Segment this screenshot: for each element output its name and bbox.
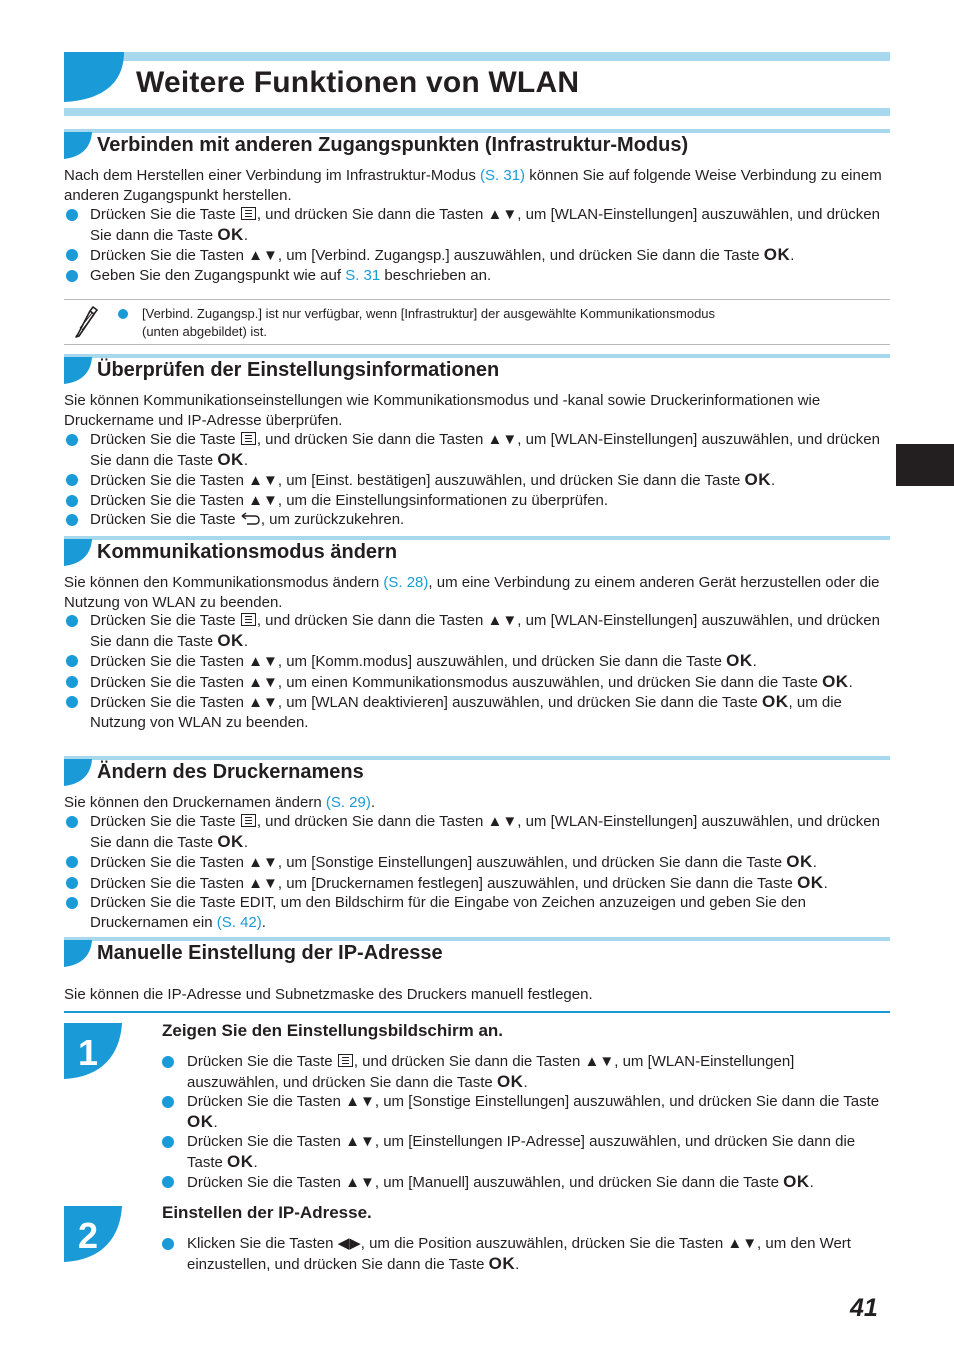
updown-arrows-icon: ▲▼ [248, 694, 278, 711]
section-marker-icon [64, 940, 92, 967]
ok-button-icon: OK [726, 651, 753, 670]
bullet-icon [66, 897, 78, 909]
section-check-intro: Sie können Kommunikationseinstellungen wie Kommunikationsmodus und -kanal sowie Druckerinformationen wie Druckername und IP-Adresse überprüfen. [64, 392, 821, 429]
updown-arrows-icon: ▲▼ [487, 206, 518, 223]
section-heading: Verbinden mit anderen Zugangspunkten (Infrastruktur-Modus) [97, 134, 689, 156]
bullet-icon [66, 676, 78, 688]
section-marker-icon [64, 132, 92, 159]
bullet-icon [162, 1056, 174, 1068]
step-number-badge [64, 1023, 122, 1079]
step-number-badge [64, 1206, 122, 1262]
bullet-icon [66, 474, 78, 486]
bullet-icon [66, 655, 78, 667]
list-item: Drücken Sie die Taste , und drücken Sie dann die Tasten ▲▼, um [WLAN-Einstellungen] auszuwählen, und drücken Sie dann die Taste OK. [64, 430, 890, 470]
list-item: Drücken Sie die Taste , und drücken Sie dann die Tasten ▲▼, um [WLAN-Einstellungen] auszuwählen, und drücken Sie dann die Taste OK. [64, 205, 890, 245]
updown-arrows-icon: ▲▼ [345, 1133, 375, 1150]
ok-button-icon: OK [488, 1253, 516, 1273]
page-title-bar [64, 52, 890, 116]
step-1-instructions [160, 1052, 890, 1193]
ok-button-icon: OK [783, 1172, 810, 1191]
section-heading: Überprüfen der Einstellungsinformationen [97, 359, 500, 381]
section-check-steps [64, 430, 890, 530]
bullet-icon [66, 615, 78, 627]
ok-button-icon: OK [797, 872, 824, 892]
page-link-s31[interactable]: S. 31 [345, 266, 381, 284]
section-marker-icon [64, 759, 92, 786]
bullet-icon [66, 877, 78, 889]
leftright-arrows-icon: ◀▶ [337, 1235, 361, 1252]
updown-arrows-icon: ▲▼ [487, 431, 518, 448]
section-mode-steps [64, 611, 890, 732]
updown-arrows-icon: ▲▼ [345, 1174, 375, 1191]
title-ornament-icon [64, 52, 124, 102]
section-mode-heading [64, 536, 890, 566]
updown-arrows-icon: ▲▼ [248, 653, 278, 670]
list-item: Drücken Sie die Tasten ▲▼, um [Druckernamen festlegen] auszuwählen, und drücken Sie dann die Taste OK. [64, 873, 890, 894]
menu-button-icon [241, 613, 256, 626]
updown-arrows-icon: ▲▼ [248, 673, 278, 691]
bullet-icon [66, 249, 78, 261]
list-item: Drücken Sie die Taste EDIT, um den Bildschirm für die Eingabe von Zeichen anzuzeigen und geben Sie den Druckernamen ein (S. 42). [64, 893, 890, 932]
note-box [64, 299, 890, 345]
section-check-heading [64, 354, 890, 384]
ok-button-icon: OK [762, 692, 789, 711]
section-rule [64, 354, 890, 358]
list-item: Klicken Sie die Tasten ◀▶, um die Position auszuwählen, drücken Sie die Tasten ▲▼, um den Wert einzustellen, und drücken Sie dann die Taste OK. [160, 1234, 890, 1274]
list-item: Drücken Sie die Tasten ▲▼, um [WLAN deaktivieren] auszuwählen, und drücken Sie dann die Taste OK, um die Nutzung von WLAN zu beenden. [64, 692, 890, 732]
step-title: Zeigen Sie den Einstellungsbildschirm an. [162, 1021, 504, 1040]
back-button-icon [241, 512, 260, 525]
section-rule [64, 536, 890, 540]
section-divider [64, 1011, 890, 1013]
ok-button-icon: OK [786, 852, 813, 871]
list-item: Drücken Sie die Taste , und drücken Sie dann die Tasten ▲▼, um [WLAN-Einstellungen] auszuwählen, und drücken Sie dann die Taste OK. [160, 1052, 890, 1092]
list-item: Drücken Sie die Tasten ▲▼, um [Verbind. Zugangsp.] auszuwählen, und drücken Sie dann die Taste OK. [64, 245, 890, 266]
section-name-intro: Sie können den Druckernamen ändern (S. 29). [64, 794, 376, 811]
title-top-rule [64, 52, 890, 61]
bullet-icon [118, 309, 128, 319]
section-heading: Kommunikationsmodus ändern [97, 541, 398, 563]
menu-button-icon [241, 207, 256, 220]
pencil-note-icon [72, 306, 100, 338]
menu-button-icon [338, 1054, 353, 1067]
list-item: Drücken Sie die Tasten ▲▼, um [Einstellungen IP-Adresse] auszuwählen, und drücken Sie dann die Taste OK. [160, 1132, 890, 1172]
list-item: Drücken Sie die Tasten ▲▼, um [Komm.modus] auszuwählen, und drücken Sie dann die Taste OK. [64, 651, 890, 672]
page-link-s29[interactable]: (S. 29) [325, 794, 371, 811]
bullet-icon [66, 856, 78, 868]
list-item: Drücken Sie die Tasten ▲▼, um [Sonstige Einstellungen] auszuwählen, und drücken Sie dann die Taste OK. [160, 1092, 890, 1132]
svg-text:2: 2 [78, 1215, 99, 1256]
page-title: Weitere Funktionen von WLAN [136, 66, 580, 99]
updown-arrows-icon: ▲▼ [487, 612, 518, 629]
ok-button-icon: OK [217, 224, 244, 244]
section-rule [64, 756, 890, 760]
bullet-icon [66, 696, 78, 708]
section-mode-intro: Sie können den Kommunikationsmodus ändern (S. 28), um eine Verbindung zu einem anderen Gerät herzustellen oder die Nutzung von WLAN zu beenden. [64, 574, 880, 611]
section-infra-intro: Nach dem Herstellen einer Verbindung im Infrastruktur-Modus (S. 31) können Sie auf folgende Weise Verbindung zu einem anderen Zugangspunkt herstellen. [64, 167, 882, 204]
page-number: 41 [850, 1294, 878, 1322]
bullet-icon [162, 1136, 174, 1148]
ok-button-icon: OK [187, 1111, 214, 1131]
bullet-icon [162, 1238, 174, 1250]
bullet-icon [66, 816, 78, 828]
section-marker-icon [64, 539, 92, 566]
svg-text:1: 1 [78, 1032, 99, 1073]
bullet-icon [162, 1096, 174, 1108]
section-heading: Ändern des Druckernamens [97, 761, 364, 783]
bullet-icon [66, 434, 78, 446]
section-ip-intro: Sie können die IP-Adresse und Subnetzmaske des Druckers manuell festlegen. [64, 986, 593, 1003]
ok-button-icon: OK [217, 630, 244, 650]
page-link-s28[interactable]: (S. 28) [383, 574, 429, 591]
list-item: Drücken Sie die Tasten ▲▼, um die Einstellungsinformationen zu überprüfen. [64, 491, 890, 511]
ok-button-icon: OK [822, 671, 849, 691]
list-item: Drücken Sie die Taste , um zurückzukehren. [64, 510, 890, 530]
section-rule [64, 129, 890, 133]
page-link-s31[interactable]: (S. 31) [480, 167, 526, 184]
updown-arrows-icon: ▲▼ [248, 491, 278, 509]
step-title: Einstellen der IP-Adresse. [162, 1203, 372, 1222]
menu-button-icon [241, 432, 256, 445]
section-heading: Manuelle Einstellung der IP-Adresse [97, 942, 443, 964]
updown-arrows-icon: ▲▼ [727, 1235, 758, 1252]
list-item: Drücken Sie die Taste , und drücken Sie dann die Tasten ▲▼, um [WLAN-Einstellungen] auszuwählen, und drücken Sie dann die Taste OK. [64, 812, 890, 852]
page-link-s42[interactable]: (S. 42) [216, 913, 262, 931]
bullet-icon [66, 270, 78, 282]
updown-arrows-icon: ▲▼ [248, 854, 278, 871]
section-ip-heading [64, 937, 890, 967]
section-infra-heading [64, 129, 890, 159]
ok-button-icon: OK [227, 1151, 254, 1171]
ok-button-icon: OK [496, 1071, 524, 1091]
list-item: Drücken Sie die Taste , und drücken Sie dann die Tasten ▲▼, um [WLAN-Einstellungen] auszuwählen, und drücken Sie dann die Taste OK. [64, 611, 890, 651]
section-marker-icon [64, 357, 92, 384]
ok-button-icon: OK [217, 449, 244, 469]
updown-arrows-icon: ▲▼ [487, 813, 518, 830]
ok-button-icon: OK [763, 245, 791, 264]
bullet-icon [66, 209, 78, 221]
step-2-instructions [160, 1234, 890, 1274]
note-text: [Verbind. Zugangsp.] ist nur verfügbar, wenn [Infrastruktur] der ausgewählte Kommunikationsmodus (unten abgebildet) ist. [142, 306, 716, 339]
updown-arrows-icon: ▲▼ [345, 1093, 375, 1110]
list-item: Drücken Sie die Tasten ▲▼, um einen Kommunikationsmodus auszuwählen, und drücken Sie dann die Taste OK. [64, 672, 890, 693]
menu-button-icon [241, 814, 256, 827]
ok-button-icon: OK [217, 831, 244, 851]
updown-arrows-icon: ▲▼ [248, 874, 278, 892]
list-item: Geben Sie den Zugangspunkt wie auf S. 31 beschrieben an. [64, 266, 890, 286]
list-item: Drücken Sie die Tasten ▲▼, um [Einst. bestätigen] auszuwählen, und drücken Sie dann die Taste OK. [64, 470, 890, 491]
updown-arrows-icon: ▲▼ [584, 1053, 615, 1070]
bullet-icon [162, 1176, 174, 1188]
title-bottom-rule [64, 108, 890, 116]
bullet-icon [66, 514, 78, 526]
list-item: Drücken Sie die Tasten ▲▼, um [Sonstige Einstellungen] auszuwählen, und drücken Sie dann die Taste OK. [64, 852, 890, 873]
section-name-steps [64, 812, 890, 932]
list-item: Drücken Sie die Tasten ▲▼, um [Manuell] auszuwählen, und drücken Sie dann die Taste OK. [160, 1172, 890, 1193]
updown-arrows-icon: ▲▼ [248, 247, 278, 264]
section-rule [64, 937, 890, 941]
chapter-tab [896, 444, 954, 486]
section-infra-steps [64, 205, 890, 285]
section-name-heading [64, 756, 890, 786]
ok-button-icon: OK [744, 470, 772, 489]
bullet-icon [66, 495, 78, 507]
updown-arrows-icon: ▲▼ [248, 472, 278, 489]
